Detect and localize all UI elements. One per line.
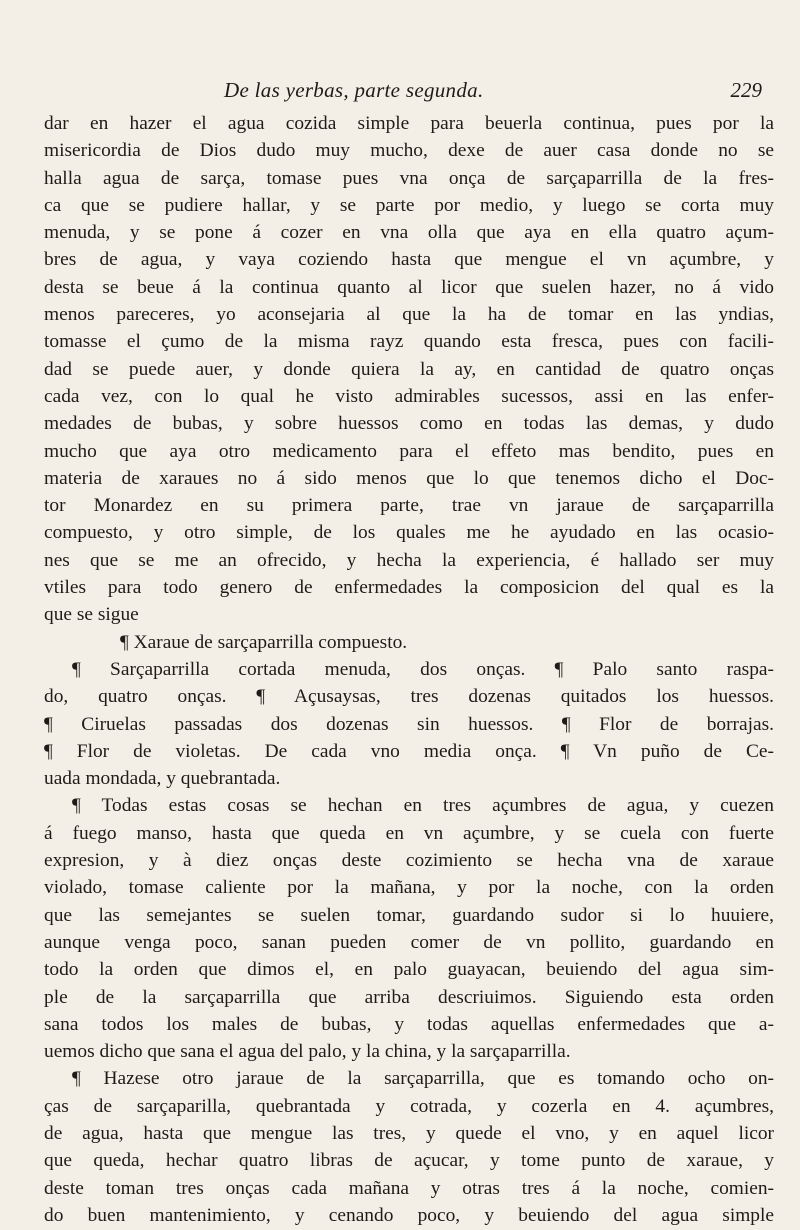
text-line: todo la orden que dimos el, en palo guayacan, beuiendo del agua sim- — [44, 959, 774, 981]
text-line: compuesto, y otro simple, de los quales me he ayudado en las ocasio- — [44, 522, 774, 544]
text-line: ças de sarçaparilla, quebrantada y cotrada, y cozerla en 4. açumbres, — [44, 1095, 774, 1117]
text-line: á fuego manso, hasta que queda en vn açumbre, y se cuela con fuerte — [44, 822, 774, 844]
text-line: ¶ Todas estas cosas se hechan en tres açumbres de agua, y cuezen — [72, 795, 774, 817]
text-line: ple de la sarçaparrilla que arriba descriuimos. Siguiendo esta orden — [44, 986, 774, 1008]
text-line: mucho que aya otro medicamento para el effeto mas bendito, pues en — [44, 440, 774, 462]
text-line: que se sigue — [44, 604, 139, 626]
text-line: de agua, hasta que mengue las tres, y quede el vno, y en aquel licor — [44, 1122, 774, 1144]
text-line: deste toman tres onças cada mañana y otras tres á la noche, comien- — [44, 1177, 774, 1199]
text-line: desta se beue á la continua quanto al licor que suelen hazer, no á vido — [44, 276, 774, 298]
text-line: aunque venga poco, sanan pueden comer de vn pollito, guardando en — [44, 931, 774, 953]
text-line: ¶ Flor de violetas. De cada vno media onça. ¶ Vn puño de Ce- — [44, 740, 774, 762]
text-line: menuda, y se pone á cozer en vna olla que aya en ella quatro açum- — [44, 222, 774, 244]
text-line: materia de xaraues no á sido menos que lo que tenemos dicho el Doc- — [44, 467, 774, 489]
text-line: ¶ Ciruelas passadas dos dozenas sin huessos. ¶ Flor de borrajas. — [44, 713, 774, 735]
text-line: nes que se me an ofrecido, y hecha la experiencia, é hallado ser muy — [44, 549, 774, 571]
text-line: ca que se pudiere hallar, y se parte por medio, y luego se corta muy — [44, 194, 774, 216]
text-line: uemos dicho que sana el agua del palo, y la china, y la sarçaparrilla. — [44, 1041, 571, 1063]
text-line: dar en hazer el agua cozida simple para beuerla continua, pues por la — [44, 113, 774, 134]
text-line: misericordia de Dios dudo muy mucho, dexe de auer casa donde no se — [44, 140, 774, 162]
running-head: De las yerbas, parte segunda. — [224, 78, 484, 102]
text-line: do, quatro onças. ¶ Açusaysas, tres dozenas quitados los huessos. — [44, 686, 774, 708]
text-line: tomasse el çumo de la misma rayz quando esta fresca, pues con facili- — [44, 331, 774, 353]
text-line: vtiles para todo genero de enfermedades la composicion del qual es la — [44, 577, 774, 599]
text-line: medades de bubas, y sobre huessos como en todas las demas, y dudo — [44, 413, 774, 435]
text-line: bres de agua, y vaya coziendo hasta que mengue el vn açumbre, y — [44, 249, 774, 271]
page-header — [44, 78, 774, 102]
text-line: dad se puede auer, y donde quiera la ay, en cantidad de quatro onças — [44, 358, 774, 380]
text-line: ¶ Hazese otro jaraue de la sarçaparrilla, que es tomando ocho on- — [72, 1068, 774, 1090]
book-page — [44, 0, 774, 1230]
text-line: menos pareceres, yo aconsejaria al que la ha de tomar en las yndias, — [44, 304, 774, 326]
text-line: que las semejantes se suelen tomar, guardando sudor si lo huuiere, — [44, 904, 774, 926]
text-line: violado, tomase caliente por la mañana, y por la noche, con la orden — [44, 877, 774, 899]
text-line: tor Monardez en su primera parte, trae vn jaraue de sarçaparrilla — [44, 495, 774, 517]
text-line: cada vez, con lo qual he visto admirables sucessos, assi en las enfer- — [44, 385, 774, 407]
text-line: do buen mantenimiento, y cenando poco, y beuiendo del agua simple — [44, 1204, 774, 1226]
page-number: 229 — [730, 78, 762, 102]
text-line: halla agua de sarça, tomase pues vna onça de sarçaparrilla de la fres- — [44, 167, 774, 189]
text-line: uada mondada, y quebrantada. — [44, 768, 281, 790]
text-line: ¶ Xaraue de sarçaparrilla compuesto. — [120, 631, 408, 653]
text-line: ¶ Sarçaparrilla cortada menuda, dos onças. ¶ Palo santo raspa- — [72, 658, 774, 680]
text-line: que queda, hechar quatro libras de açucar, y tome punto de xaraue, y — [44, 1150, 774, 1172]
body-text — [44, 110, 774, 1229]
text-line: expresion, y à diez onças deste cozimiento se hecha vna de xaraue — [44, 850, 774, 872]
text-line: sana todos los males de bubas, y todas aquellas enfermedades que a- — [44, 1013, 774, 1035]
